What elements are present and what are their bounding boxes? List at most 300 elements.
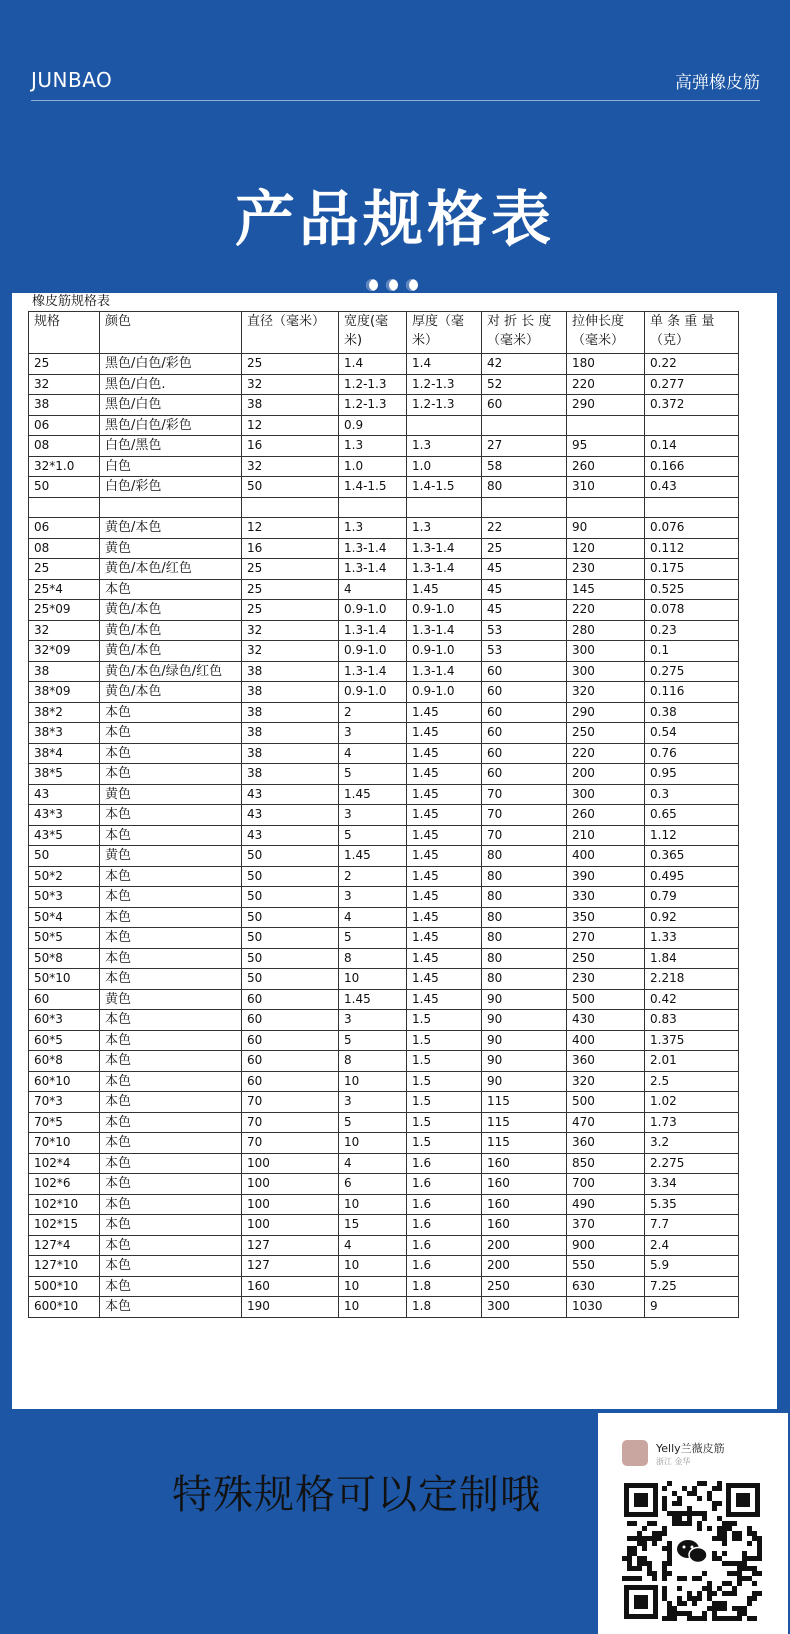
header	[31, 62, 760, 101]
table-cell: 4	[339, 907, 407, 928]
table-cell: 360	[567, 1133, 645, 1154]
table-cell: 145	[567, 579, 645, 600]
table-cell	[482, 497, 567, 518]
table-cell: 250	[567, 948, 645, 969]
table-cell: 80	[482, 846, 567, 867]
table-cell: 38*4	[29, 743, 100, 764]
table-cell: 25	[482, 538, 567, 559]
table-cell: 330	[567, 887, 645, 908]
table-cell: 70	[242, 1112, 339, 1133]
table-cell: 白色/彩色	[100, 477, 242, 498]
table-cell: 200	[482, 1235, 567, 1256]
table-cell: 1.02	[645, 1092, 739, 1113]
table-cell: 50*4	[29, 907, 100, 928]
table-cell: 290	[567, 702, 645, 723]
table-cell: 0.372	[645, 395, 739, 416]
table-cell: 45	[482, 559, 567, 580]
table-cell: 60	[482, 702, 567, 723]
table-cell: 0.166	[645, 456, 739, 477]
table-cell: 60	[242, 1071, 339, 1092]
table-cell: 本色	[100, 1297, 242, 1318]
table-cell: 5	[339, 764, 407, 785]
table-cell: 310	[567, 477, 645, 498]
table-cell: 260	[567, 805, 645, 826]
table-cell: 1.2-1.3	[407, 374, 482, 395]
table-cell: 230	[567, 559, 645, 580]
table-cell: 1.2-1.3	[339, 395, 407, 416]
table-cell: 1.4-1.5	[339, 477, 407, 498]
dot-icon	[406, 279, 418, 291]
table-cell: 1.2-1.3	[407, 395, 482, 416]
table-cell	[339, 497, 407, 518]
table-row	[29, 948, 739, 969]
table-cell: 90	[567, 518, 645, 539]
table-cell: 300	[482, 1297, 567, 1318]
table-cell: 本色	[100, 1174, 242, 1195]
table-cell: 10	[339, 1276, 407, 1297]
table-cell: 2	[339, 702, 407, 723]
table-cell: 1.45	[407, 784, 482, 805]
table-cell: 102*10	[29, 1194, 100, 1215]
table-cell: 38	[242, 682, 339, 703]
table-cell: 0.14	[645, 436, 739, 457]
table-cell: 16	[242, 436, 339, 457]
table-cell: 3	[339, 1010, 407, 1031]
table-cell: 1.0	[339, 456, 407, 477]
table-cell: 43	[29, 784, 100, 805]
table-cell: 25	[242, 354, 339, 375]
table-cell: 8	[339, 948, 407, 969]
table-row	[29, 723, 739, 744]
table-cell: 120	[567, 538, 645, 559]
table-cell: 60	[482, 661, 567, 682]
table-cell: 115	[482, 1092, 567, 1113]
table-cell: 50	[242, 866, 339, 887]
table-cell: 430	[567, 1010, 645, 1031]
table-cell: 60	[242, 1010, 339, 1031]
table-cell: 50*10	[29, 969, 100, 990]
table-row	[29, 579, 739, 600]
table-cell: 1.5	[407, 1071, 482, 1092]
table-cell: 1.33	[645, 928, 739, 949]
table-cell: 本色	[100, 825, 242, 846]
table-cell	[567, 497, 645, 518]
table-cell: 500	[567, 1092, 645, 1113]
table-cell: 60	[482, 764, 567, 785]
table-cell: 550	[567, 1256, 645, 1277]
table-cell: 50	[242, 907, 339, 928]
table-cell: 0.83	[645, 1010, 739, 1031]
table-cell	[100, 497, 242, 518]
table-cell: 38	[29, 395, 100, 416]
table-cell: 黄色	[100, 784, 242, 805]
table-cell: 115	[482, 1133, 567, 1154]
table-cell: 43	[242, 805, 339, 826]
table-cell: 本色	[100, 1153, 242, 1174]
table-cell: 3	[339, 887, 407, 908]
table-cell: 白色/黑色	[100, 436, 242, 457]
qr-card	[598, 1413, 788, 1634]
table-cell: 1.45	[407, 825, 482, 846]
table-row	[29, 1030, 739, 1051]
table-cell: 3	[339, 1092, 407, 1113]
table-cell: 1.8	[407, 1276, 482, 1297]
table-cell: 1.3	[407, 518, 482, 539]
table-cell: 06	[29, 415, 100, 436]
table-cell: 160	[482, 1215, 567, 1236]
table-cell: 22	[482, 518, 567, 539]
table-cell: 32	[242, 641, 339, 662]
table-cell: 260	[567, 456, 645, 477]
table-cell: 黄色/本色	[100, 682, 242, 703]
table-row	[29, 559, 739, 580]
table-cell: 黑色/白色	[100, 395, 242, 416]
table-cell: 黄色	[100, 989, 242, 1010]
table-cell: 90	[482, 1010, 567, 1031]
table-cell: 160	[482, 1194, 567, 1215]
column-header: 规格	[29, 312, 100, 354]
table-cell: 0.92	[645, 907, 739, 928]
table-cell: 50*2	[29, 866, 100, 887]
table-cell: 70*3	[29, 1092, 100, 1113]
table-cell: 53	[482, 641, 567, 662]
table-cell: 127	[242, 1235, 339, 1256]
table-cell: 470	[567, 1112, 645, 1133]
page-title: 产品规格表	[235, 185, 555, 255]
table-cell: 180	[567, 354, 645, 375]
table-cell: 1.45	[407, 723, 482, 744]
table-cell: 300	[567, 641, 645, 662]
table-cell: 500	[567, 989, 645, 1010]
table-cell: 0.79	[645, 887, 739, 908]
table-cell: 1.3-1.4	[339, 620, 407, 641]
table-cell: 50*3	[29, 887, 100, 908]
spec-table-panel	[12, 293, 777, 1409]
table-cell	[407, 497, 482, 518]
table-cell: 102*4	[29, 1153, 100, 1174]
table-row	[29, 825, 739, 846]
table-cell: 2.218	[645, 969, 739, 990]
table-cell: 100	[242, 1174, 339, 1195]
table-cell: 100	[242, 1215, 339, 1236]
table-cell: 300	[567, 784, 645, 805]
table-cell: 本色	[100, 1092, 242, 1113]
table-cell	[645, 415, 739, 436]
table-cell: 1.3-1.4	[339, 559, 407, 580]
table-row	[29, 1297, 739, 1318]
table-cell: 50	[242, 887, 339, 908]
table-cell: 43*3	[29, 805, 100, 826]
table-cell: 300	[567, 661, 645, 682]
table-cell	[482, 415, 567, 436]
table-cell: 本色	[100, 1051, 242, 1072]
table-cell: 0.3	[645, 784, 739, 805]
table-cell: 黄色/本色	[100, 620, 242, 641]
table-cell: 0.9	[339, 415, 407, 436]
table-cell: 本色	[100, 1030, 242, 1051]
column-header: 宽度(毫 米)	[339, 312, 407, 354]
table-cell: 0.22	[645, 354, 739, 375]
table-cell: 1.45	[339, 784, 407, 805]
table-cell: 60	[242, 1030, 339, 1051]
table-cell: 0.9-1.0	[339, 682, 407, 703]
table-cell: 黄色/本色/绿色/红色	[100, 661, 242, 682]
table-cell: 12	[242, 415, 339, 436]
column-header: 颜色	[100, 312, 242, 354]
table-cell: 本色	[100, 1194, 242, 1215]
table-cell: 1.8	[407, 1297, 482, 1318]
table-cell: 70	[242, 1133, 339, 1154]
table-cell: 102*6	[29, 1174, 100, 1195]
table-row	[29, 682, 739, 703]
table-cell: 黄色	[100, 846, 242, 867]
table-row	[29, 1051, 739, 1072]
avatar	[622, 1440, 648, 1466]
table-cell: 1.45	[407, 866, 482, 887]
table-row	[29, 907, 739, 928]
product-tagline: 高弹橡皮筋	[675, 73, 760, 93]
table-cell: 白色	[100, 456, 242, 477]
table-cell: 45	[482, 600, 567, 621]
table-cell: 0.112	[645, 538, 739, 559]
table-cell: 50	[242, 948, 339, 969]
table-cell: 1.45	[407, 969, 482, 990]
table-row	[29, 436, 739, 457]
table-cell: 50	[242, 969, 339, 990]
table-cell: 06	[29, 518, 100, 539]
table-row	[29, 764, 739, 785]
table-cell: 0.495	[645, 866, 739, 887]
table-cell: 43	[242, 825, 339, 846]
table-row	[29, 456, 739, 477]
table-cell: 5.9	[645, 1256, 739, 1277]
table-cell: 50	[242, 928, 339, 949]
column-header: 单 条 重 量 （克）	[645, 312, 739, 354]
table-cell: 32	[242, 374, 339, 395]
table-cell: 0.175	[645, 559, 739, 580]
table-cell: 320	[567, 682, 645, 703]
table-cell: 90	[482, 989, 567, 1010]
table-cell: 3.2	[645, 1133, 739, 1154]
table-row	[29, 1153, 739, 1174]
table-cell: 38*3	[29, 723, 100, 744]
table-cell: 5	[339, 1112, 407, 1133]
table-cell: 38	[242, 661, 339, 682]
table-cell: 黑色/白色/彩色	[100, 415, 242, 436]
table-cell: 1.5	[407, 1051, 482, 1072]
table-cell: 1.45	[407, 702, 482, 723]
table-cell: 1.45	[407, 764, 482, 785]
table-cell: 1.5	[407, 1112, 482, 1133]
table-cell: 32	[242, 456, 339, 477]
table-cell: 1.45	[339, 846, 407, 867]
table-cell: 5	[339, 1030, 407, 1051]
table-cell: 0.9-1.0	[407, 682, 482, 703]
table-cell: 0.1	[645, 641, 739, 662]
table-cell: 1.45	[407, 989, 482, 1010]
table-row	[29, 600, 739, 621]
table-cell: 90	[482, 1030, 567, 1051]
table-cell	[242, 497, 339, 518]
table-cell: 32	[29, 374, 100, 395]
table-cell: 4	[339, 1235, 407, 1256]
table-cell: 100	[242, 1194, 339, 1215]
table-cell: 350	[567, 907, 645, 928]
table-cell: 本色	[100, 1235, 242, 1256]
table-cell: 7.25	[645, 1276, 739, 1297]
table-cell: 08	[29, 436, 100, 457]
table-cell: 9	[645, 1297, 739, 1318]
table-cell: 43*5	[29, 825, 100, 846]
table-cell: 0.277	[645, 374, 739, 395]
table-cell	[407, 415, 482, 436]
table-cell: 本色	[100, 948, 242, 969]
table-cell: 1.4	[407, 354, 482, 375]
table-cell: 0.9-1.0	[407, 600, 482, 621]
table-cell: 本色	[100, 866, 242, 887]
table-cell: 32*1.0	[29, 456, 100, 477]
table-cell: 6	[339, 1174, 407, 1195]
table-cell: 15	[339, 1215, 407, 1236]
table-row	[29, 1174, 739, 1195]
table-cell: 70	[482, 784, 567, 805]
column-header: 对 折 长 度 （毫米）	[482, 312, 567, 354]
table-row	[29, 661, 739, 682]
table-cell: 32	[29, 620, 100, 641]
table-cell: 32*09	[29, 641, 100, 662]
table-cell: 1.6	[407, 1235, 482, 1256]
table-cell: 0.365	[645, 846, 739, 867]
table-cell: 50	[242, 846, 339, 867]
table-cell: 60	[482, 395, 567, 416]
table-row	[29, 641, 739, 662]
table-cell: 70*10	[29, 1133, 100, 1154]
table-cell: 0.116	[645, 682, 739, 703]
table-cell: 250	[482, 1276, 567, 1297]
table-cell: 60*8	[29, 1051, 100, 1072]
table-cell: 1.6	[407, 1153, 482, 1174]
table-cell: 1.45	[407, 948, 482, 969]
table-cell: 1.84	[645, 948, 739, 969]
table-cell: 25	[242, 559, 339, 580]
table-cell: 1.3-1.4	[339, 661, 407, 682]
table-cell: 1.6	[407, 1256, 482, 1277]
table-cell: 630	[567, 1276, 645, 1297]
table-cell: 43	[242, 784, 339, 805]
table-cell: 70*5	[29, 1112, 100, 1133]
table-cell: 80	[482, 887, 567, 908]
table-cell: 1.4-1.5	[407, 477, 482, 498]
table-header-row	[29, 312, 739, 354]
table-cell: 本色	[100, 723, 242, 744]
table-cell: 2.5	[645, 1071, 739, 1092]
table-cell: 60*3	[29, 1010, 100, 1031]
table-cell: 70	[482, 805, 567, 826]
qr-account-location: 浙江 金华	[656, 1457, 691, 1466]
table-cell: 53	[482, 620, 567, 641]
table-cell: 12	[242, 518, 339, 539]
table-cell: 25*4	[29, 579, 100, 600]
table-cell: 80	[482, 948, 567, 969]
table-cell: 10	[339, 969, 407, 990]
table-cell: 1.3-1.4	[407, 538, 482, 559]
table-cell: 4	[339, 743, 407, 764]
table-cell: 38	[242, 764, 339, 785]
table-row	[29, 374, 739, 395]
table-cell: 390	[567, 866, 645, 887]
table-cell: 38*2	[29, 702, 100, 723]
table-cell: 220	[567, 374, 645, 395]
qr-code[interactable]	[622, 1481, 762, 1621]
table-cell: 1.0	[407, 456, 482, 477]
table-cell: 0.9-1.0	[339, 641, 407, 662]
table-cell: 10	[339, 1133, 407, 1154]
table-cell: 本色	[100, 907, 242, 928]
table-cell: 1030	[567, 1297, 645, 1318]
table-cell: 2.01	[645, 1051, 739, 1072]
table-cell: 本色	[100, 1112, 242, 1133]
table-cell: 25	[29, 559, 100, 580]
table-cell: 50*5	[29, 928, 100, 949]
table-cell: 1.3-1.4	[407, 661, 482, 682]
column-header: 厚度（毫 米）	[407, 312, 482, 354]
table-row	[29, 743, 739, 764]
table-cell: 0.9-1.0	[339, 600, 407, 621]
table-cell: 70	[242, 1092, 339, 1113]
table-cell: 60	[482, 682, 567, 703]
brand-name: JUNBAO	[31, 68, 113, 92]
table-cell: 320	[567, 1071, 645, 1092]
table-cell: 90	[482, 1051, 567, 1072]
table-row	[29, 784, 739, 805]
table-cell: 1.45	[407, 928, 482, 949]
table-cell: 58	[482, 456, 567, 477]
table-cell: 127*4	[29, 1235, 100, 1256]
table-cell: 90	[482, 1071, 567, 1092]
table-cell: 490	[567, 1194, 645, 1215]
table-cell: 黄色/本色	[100, 600, 242, 621]
table-row	[29, 518, 739, 539]
table-cell: 42	[482, 354, 567, 375]
table-cell: 60*10	[29, 1071, 100, 1092]
table-cell: 38	[29, 661, 100, 682]
table-cell: 4	[339, 1153, 407, 1174]
table-cell: 25	[29, 354, 100, 375]
table-cell: 本色	[100, 1256, 242, 1277]
table-cell: 0.076	[645, 518, 739, 539]
table-cell: 230	[567, 969, 645, 990]
table-cell: 220	[567, 743, 645, 764]
table-cell: 本色	[100, 1215, 242, 1236]
table-cell: 50	[242, 477, 339, 498]
table-cell: 黄色/本色	[100, 641, 242, 662]
table-row	[29, 928, 739, 949]
table-cell: 400	[567, 1030, 645, 1051]
table-cell: 500*10	[29, 1276, 100, 1297]
dot-icon	[366, 279, 378, 291]
table-row	[29, 1194, 739, 1215]
table-cell: 0.42	[645, 989, 739, 1010]
table-cell: 0.23	[645, 620, 739, 641]
table-cell: 25	[242, 600, 339, 621]
table-cell: 5	[339, 825, 407, 846]
table-cell: 08	[29, 538, 100, 559]
table-cell: 32	[242, 620, 339, 641]
table-cell: 5.35	[645, 1194, 739, 1215]
table-cell: 0.9-1.0	[407, 641, 482, 662]
table-cell: 0.275	[645, 661, 739, 682]
table-cell: 本色	[100, 579, 242, 600]
